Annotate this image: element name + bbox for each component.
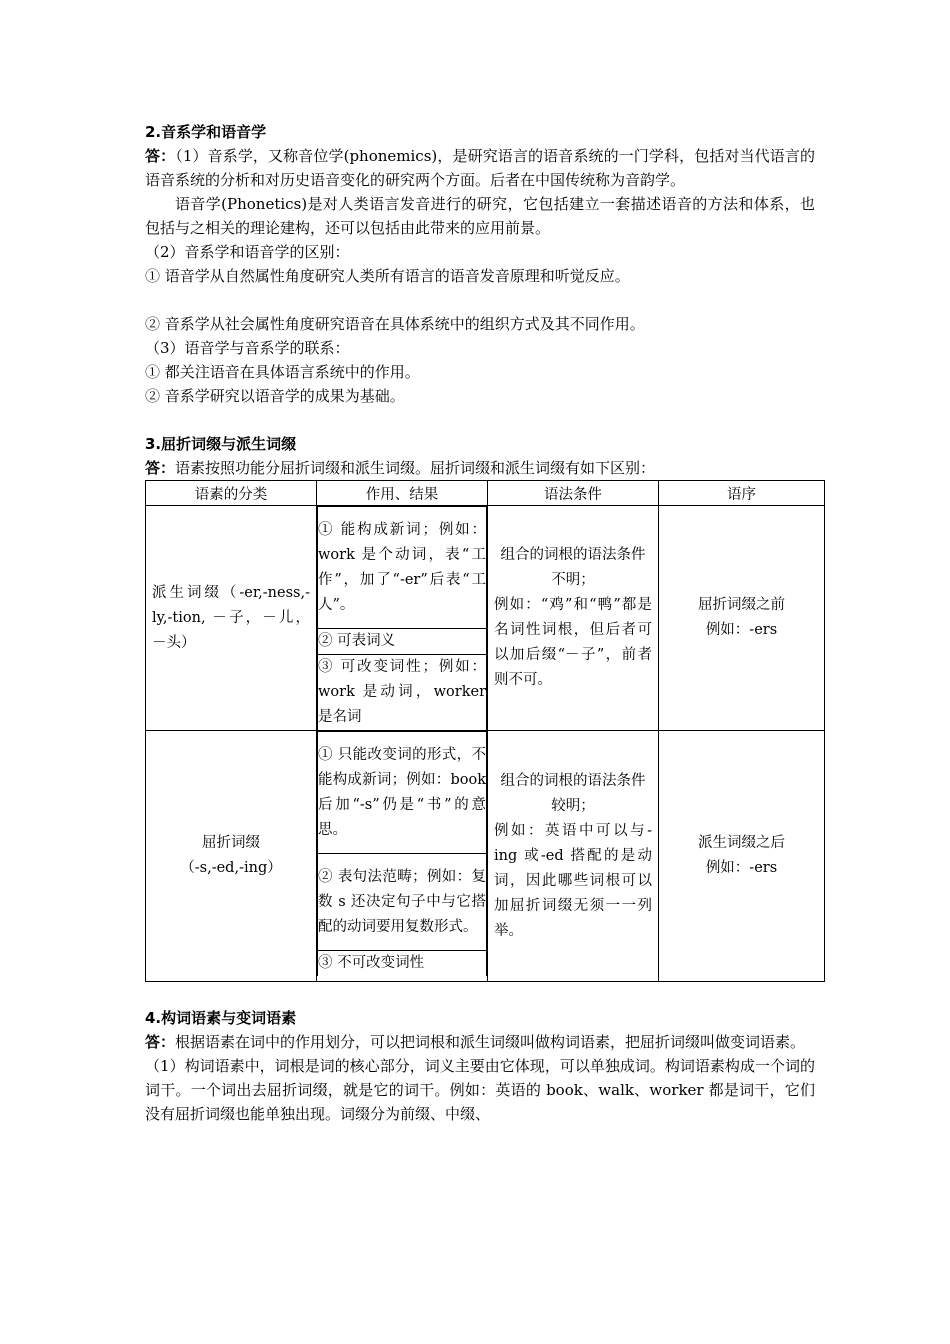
section-2-title: 2.音系学和语音学 xyxy=(145,123,267,141)
section-2-para-3: （2）音系学和语音学的区别： xyxy=(145,243,350,261)
affix-comparison-table xyxy=(145,480,825,982)
category-cell: 屈折词缀 （-s,-ed,-ing） xyxy=(146,731,317,982)
section-2-para-6: （3）语音学与音系学的联系： xyxy=(145,339,350,357)
table-row xyxy=(146,506,825,731)
effects-cell xyxy=(317,731,488,982)
answer-label: 答： xyxy=(145,1033,176,1051)
effect-item: ① 能构成新词；例如：work 是个动词，表“工作”，加了“-er”后表“工人”。 xyxy=(318,507,487,629)
effects-cell xyxy=(317,506,488,731)
answer-label: 答： xyxy=(145,459,176,477)
order-cell: 屈折词缀之前 例如：-ers xyxy=(659,506,825,731)
table-header: 语素的分类 xyxy=(146,481,317,506)
order-cell: 派生词缀之后 例如：-ers xyxy=(659,731,825,982)
effect-item: ① 只能改变词的形式，不能构成新词；例如：book 后加“-s”仍是“书”的意思。 xyxy=(318,732,487,854)
answer-label: 答： xyxy=(145,147,176,165)
condition-cell: 组合的词根的语法条件不明； 例如：“鸡”和“鸭”都是名词性词根，但后者可以加后缀“－子”，前者则不可。 xyxy=(488,506,659,731)
section-4-para-1: 答：根据语素在词中的作用划分，可以把词根和派生词缀叫做构词语素，把屈折词缀叫做变词语素。 xyxy=(145,1033,806,1051)
effect-item: ② 表句法范畴；例如：复数 s 还决定句子中与它搭配的动词要用复数形式。 xyxy=(318,854,487,951)
table-header: 语序 xyxy=(659,481,825,506)
section-2-para-8: ② 音系学研究以语音学的成果为基础。 xyxy=(145,387,405,405)
section-3-title: 3.屈折词缀与派生词缀 xyxy=(145,435,297,453)
document-page xyxy=(145,120,815,1126)
section-4-para-2: （1）构词语素中，词根是词的核心部分，词义主要由它体现，可以单独成词。构词语素构成一个词的词干。一个词出去屈折词缀，就是它的词干。例如：英语的 book、walk、worker 都是词干，它们没有屈折词缀也能单独出现。词缀分为前缀、中缀、 xyxy=(145,1057,815,1123)
section-2-para-1: 答：（1）音系学，又称音位学(phonemics)，是研究语言的语音系统的一门学科，包括对当代语言的语音系统的分析和对历史语音变化的研究两个方面。后者在中国传统称为音韵学。 xyxy=(145,147,815,189)
effect-item: ③ 不可改变词性 xyxy=(318,951,487,977)
section-4-title: 4.构词语素与变词语素 xyxy=(145,1009,297,1027)
condition-cell: 组合的词根的语法条件较明； 例如：英语中可以与-ing 或-ed 搭配的是动词，因此哪些词根可以加屈折词缀无须一一列举。 xyxy=(488,731,659,982)
section-2-para-7: ① 都关注语音在具体语言系统中的作用。 xyxy=(145,363,420,381)
effect-item: ③ 可改变词性；例如：work 是动词，worker 是名词 xyxy=(318,655,487,731)
effect-item: ② 可表词义 xyxy=(318,629,487,655)
category-cell: 派生词缀（-er,-ness,-ly,-tion, －子，－儿，－头） xyxy=(146,506,317,731)
table-header: 语法条件 xyxy=(488,481,659,506)
section-2-para-4: ① 语音学从自然属性角度研究人类所有语言的语音发音原理和听觉反应。 xyxy=(145,267,630,285)
section-2-para-2: 语音学(Phonetics)是对人类语言发音进行的研究，它包括建立一套描述语音的方法和体系，也包括与之相关的理论建构，还可以包括由此带来的应用前景。 xyxy=(145,195,815,237)
section-3-intro: 答：语素按照功能分屈折词缀和派生词缀。屈折词缀和派生词缀有如下区别： xyxy=(145,459,656,477)
table-header-row xyxy=(146,481,825,506)
table-row xyxy=(146,731,825,982)
table-header: 作用、结果 xyxy=(317,481,488,506)
section-2-para-5: ② 音系学从社会属性角度研究语音在具体系统中的组织方式及其不同作用。 xyxy=(145,315,645,333)
